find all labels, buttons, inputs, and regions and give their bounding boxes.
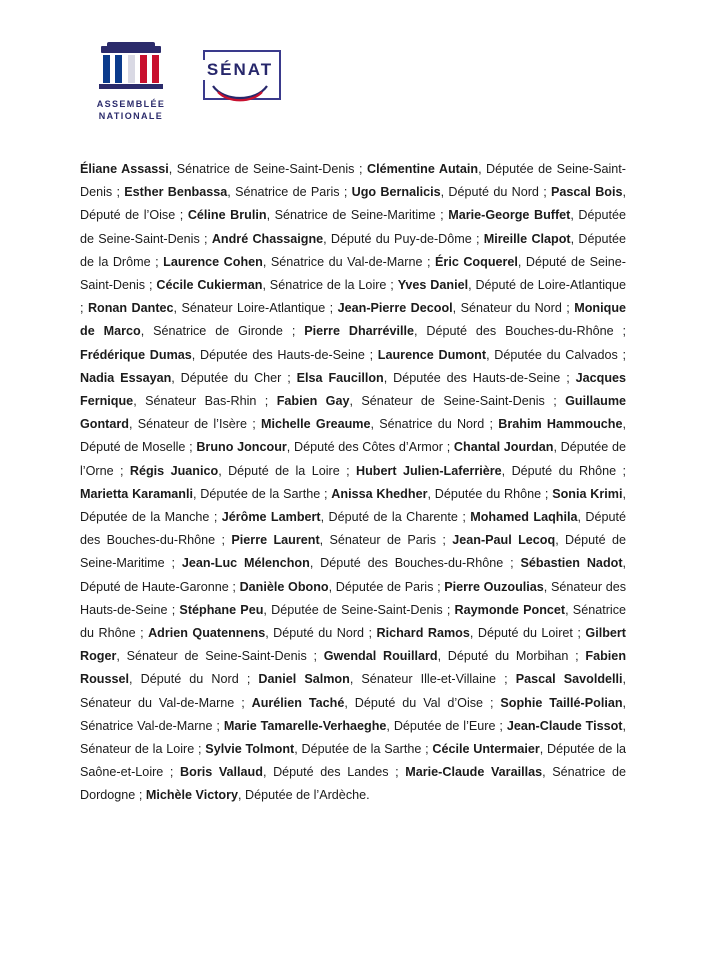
signatory-name: Elsa Faucillon — [296, 370, 384, 385]
signatory-name: Anissa Khedher — [331, 486, 428, 501]
signatory-separator: ; — [471, 231, 484, 246]
signatory-separator: ; — [483, 695, 501, 710]
signatory-name: Raymonde Poncet — [454, 602, 566, 617]
signatory-title: , Députée de la Sarthe — [192, 486, 321, 501]
signatory-title: , Députée de la Sarthe — [294, 742, 422, 757]
signatory-name: André Chassaigne — [211, 231, 324, 246]
signatory-separator: ; — [238, 672, 259, 687]
signatory-name: Boris Vallaud — [180, 765, 263, 780]
signatory-name: Clémentine Autain — [366, 162, 479, 176]
signatory-title: , Député du Nord — [265, 626, 365, 641]
signatory-name: Régis Juanico — [129, 463, 219, 478]
signatory-name: Daniel Salmon — [258, 672, 350, 687]
signatory-name: Céline Brulin — [187, 208, 267, 223]
signatory-separator: ; — [320, 486, 332, 501]
signatory-separator: ; — [538, 185, 551, 200]
signatory-title: , Député de la Charente — [320, 510, 458, 525]
signatory-name: Guillaume Gontard — [80, 394, 627, 432]
signatory-title: , Sénateur du Nord — [452, 301, 562, 316]
signatory-name: Stéphane Peu — [179, 602, 264, 617]
signatory-separator: ; — [354, 162, 367, 176]
signatory-title: , Sénateur de Seine-Saint-Denis — [116, 649, 307, 664]
signatory-title: , Députée des Hauts-de-Seine — [383, 370, 561, 385]
signatory-separator: ; — [209, 510, 222, 525]
signatory-name: Marie-Claude Varaillas — [405, 765, 543, 780]
signatory-name: Jean-Luc Mélenchon — [181, 556, 310, 571]
signatory-title: , Sénateur de Seine-Saint-Denis — [349, 394, 545, 409]
signatory-name: Pierre Dharréville — [304, 324, 414, 339]
signatory-title: , Député du Nord — [440, 185, 539, 200]
signatory-separator: . — [366, 788, 370, 803]
signatory-separator: ; — [113, 463, 130, 478]
signatory-title: , Député des Côtes d’Armor — [286, 440, 443, 455]
signatory-name: Brahim Hammouche — [498, 417, 623, 432]
signatory-name: Yves Daniel — [397, 278, 469, 293]
signatory-name: Jean-Pierre Decool — [337, 301, 453, 316]
signatory-separator: ; — [443, 440, 454, 455]
signatory-title: , Sénateur du Val-de-Marne — [80, 672, 627, 710]
signatory-title: , Député des Bouches-du-Rhône — [309, 556, 504, 571]
signatory-separator: ; — [246, 417, 261, 432]
signatory-name: Esther Benbassa — [124, 185, 228, 200]
signatory-title: , Député des Bouches-du-Rhône — [413, 324, 614, 339]
signatory-name: Marie-George Buffet — [448, 208, 571, 223]
signatory-title: , Sénatrice Val-de-Marne — [80, 695, 627, 733]
signatory-separator: ; — [435, 208, 449, 223]
signatory-separator: ; — [364, 347, 378, 362]
signatory-separator: ; — [388, 765, 406, 780]
signatory-title: , Députée de la Saône-et-Loire — [80, 742, 627, 780]
signatory-separator: ; — [80, 301, 88, 316]
signatory-separator: ; — [164, 556, 182, 571]
signatory-name: Bruno Joncour — [196, 440, 287, 455]
signatory-separator: ; — [281, 370, 297, 385]
signatory-separator: ; — [433, 579, 445, 594]
signatory-name: Jean-Paul Lecoq — [452, 533, 556, 548]
signatory-name: Ugo Bernalicis — [351, 185, 441, 200]
signatory-title: , Députée de Paris — [328, 579, 434, 594]
signatory-title: , Sénatrice de Dordogne — [80, 765, 627, 803]
signatory-title: , Sénatrice du Val-de-Marne — [262, 254, 423, 269]
signatory-title: , Sénateur de l’Isère — [128, 417, 247, 432]
signatory-title: , Député de la Loire — [218, 463, 340, 478]
signatory-title: , Sénateur des Hauts-de-Seine — [80, 579, 627, 617]
signatory-separator: ; — [215, 533, 232, 548]
signatory-name: Jérôme Lambert — [221, 510, 321, 525]
assemblee-line-1: ASSEMBLÉE — [96, 99, 166, 109]
signatory-separator: ; — [616, 463, 626, 478]
signatory-name: Fabien Roussel — [80, 649, 627, 687]
signatory-separator: ; — [496, 672, 516, 687]
signatory-separator: ; — [339, 185, 352, 200]
signatory-separator: ; — [112, 185, 125, 200]
signatory-separator: ; — [422, 254, 436, 269]
signatory-separator: ; — [572, 626, 586, 641]
signatory-name: Mireille Clapot — [483, 231, 571, 246]
assemblee-line-2: NATIONALE — [98, 111, 164, 121]
signatory-title: , Député du Loiret — [469, 626, 573, 641]
signatory-separator: ; — [194, 742, 206, 757]
signatory-name: Hubert Julien-Laferrière — [356, 463, 502, 478]
signatory-separator: ; — [484, 417, 499, 432]
signatory-title: , Député du Val d’Oise — [344, 695, 484, 710]
signatory-separator: ; — [212, 718, 224, 733]
signatory-title: , Député de Loire-Atlantique — [468, 278, 627, 293]
signatory-separator: ; — [457, 510, 471, 525]
signatory-name: Sylvie Tolmont — [205, 742, 295, 757]
signatory-title: , Sénateur Loire-Atlantique — [173, 301, 326, 316]
signatory-title: , Députée de Seine-Saint-Denis — [80, 162, 626, 200]
signatory-separator: ; — [495, 718, 507, 733]
senat-logo — [196, 44, 284, 118]
signatory-title: , Député de Moselle — [80, 417, 626, 455]
signatory-separator: ; — [364, 626, 377, 641]
signatory-name: Marietta Karamanli — [80, 486, 193, 501]
signatory-name: Michèle Victory — [145, 788, 238, 803]
signatory-name: Éric Coquerel — [435, 254, 518, 269]
signatory-name: Éliane Assassi — [80, 162, 169, 176]
signatory-title: , Députée de Seine-Saint-Denis — [80, 208, 627, 246]
signatory-separator: ; — [386, 278, 398, 293]
signatory-title: , Député du Morbihan — [437, 649, 569, 664]
signatory-name: Fabien Gay — [276, 394, 350, 409]
signatory-separator: ; — [167, 602, 180, 617]
signatory-title: , Député de Seine-Maritime — [80, 533, 627, 571]
signatory-title: , Député des Landes — [262, 765, 389, 780]
signatory-name: Cécile Untermaier — [432, 742, 540, 757]
signatory-separator: ; — [544, 394, 566, 409]
signatory-title: , Députée de la Manche — [80, 486, 626, 525]
signatory-separator: ; — [145, 278, 157, 293]
assemblee-nationale-mark-icon — [92, 44, 170, 92]
signatory-title: , Députée du Calvados — [486, 347, 618, 362]
signatory-name: Jacques Fernique — [80, 370, 627, 409]
signatory-title: , Sénatrice de Seine-Saint-Denis — [168, 162, 355, 176]
signatory-separator: ; — [617, 347, 627, 362]
signatory-title: , Député de l’Oise — [80, 185, 626, 223]
signatory-name: Mohamed Laqhila — [470, 510, 578, 525]
signatory-name: Richard Ramos — [376, 626, 470, 641]
signatory-name: Ronan Dantec — [87, 301, 174, 316]
logo-bar — [88, 44, 284, 122]
signatory-name: Chantal Jourdan — [453, 440, 554, 455]
senat-wordmark: SÉNAT — [203, 60, 277, 80]
signatory-title: , Député du Rhône — [501, 463, 617, 478]
signatory-list — [80, 158, 626, 808]
signatory-separator: ; — [568, 649, 586, 664]
signatory-separator: ; — [282, 324, 305, 339]
signatory-name: Monique de Marco — [80, 301, 627, 339]
signatory-title: , Sénateur Ille-et-Villaine — [349, 672, 496, 687]
signatory-separator: ; — [442, 602, 455, 617]
signatory-name: Nadia Essayan — [80, 370, 172, 385]
signatory-separator: ; — [561, 301, 575, 316]
signatory-separator: ; — [185, 440, 197, 455]
signatory-name: Jean-Claude Tissot — [506, 718, 623, 733]
signatory-title: , Sénateur Bas-Rhin — [133, 394, 257, 409]
signatory-separator: ; — [421, 742, 433, 757]
signatory-name: Sébastien Nadot — [520, 556, 623, 571]
signatory-title: , Député de Seine-Saint-Denis — [80, 254, 626, 293]
signatory-name: Danièle Obono — [239, 579, 329, 594]
signatory-title: , Député du Nord — [129, 672, 239, 687]
signatory-name: Laurence Dumont — [377, 347, 487, 362]
signatory-title: , Sénatrice de la Loire — [262, 278, 387, 293]
signatory-separator: ; — [228, 579, 240, 594]
signatory-separator: ; — [150, 254, 164, 269]
signatory-name: Cécile Cukierman — [156, 278, 263, 293]
signatory-title: , Député du Puy-de-Dôme — [323, 231, 472, 246]
signatory-title: , Sénateur de la Loire — [80, 718, 627, 757]
signatory-title: , Députée de l’Ardèche — [238, 788, 367, 803]
senat-swoosh-icon — [210, 82, 270, 104]
signatory-name: Gilbert Roger — [80, 626, 626, 664]
signatory-name: Adrien Quatennens — [148, 626, 266, 641]
signatory-separator: ; — [306, 649, 324, 664]
signatory-title: , Députée du Rhône — [427, 486, 542, 501]
assemblee-nationale-logo — [88, 44, 174, 122]
signatory-title: , Députée de la Drôme — [80, 231, 626, 269]
signatory-separator: ; — [613, 324, 627, 339]
signatory-separator: ; — [135, 788, 146, 803]
signatory-name: Michelle Greaume — [260, 417, 371, 432]
signatory-separator: ; — [541, 486, 553, 501]
signatory-title: , Députée des Hauts-de-Seine — [191, 347, 365, 362]
signatory-name: Marie Tamarelle-Verhaeghe — [223, 718, 387, 733]
signatory-title: , Sénatrice de Gironde — [140, 324, 283, 339]
signatory-separator: ; — [436, 533, 453, 548]
signatory-name: Sophie Taillé-Polian — [500, 695, 623, 710]
signatory-separator: ; — [175, 208, 188, 223]
signatory-separator: ; — [135, 626, 149, 641]
signatory-name: Pierre Ouzoulias — [444, 579, 544, 594]
signatory-separator: ; — [199, 231, 212, 246]
signatory-title: , Sénatrice de Paris — [227, 185, 340, 200]
signatory-name: Sonia Krimi — [552, 486, 623, 501]
signatory-title: , Député de Haute-Garonne — [80, 556, 627, 594]
signatory-title: , Député des Bouches-du-Rhône — [80, 510, 626, 548]
signatory-name: Aurélien Taché — [251, 695, 345, 710]
signatory-separator: ; — [325, 301, 338, 316]
signatory-name: Pierre Laurent — [231, 533, 320, 548]
signatory-separator: ; — [339, 463, 356, 478]
signatory-separator: ; — [256, 394, 277, 409]
signatory-title: , Sénatrice du Rhône — [80, 602, 627, 641]
signatory-separator: ; — [560, 370, 576, 385]
signatory-name: Pascal Bois — [551, 185, 623, 200]
signatory-title: , Députée de l’Eure — [386, 718, 496, 733]
signatory-name: Laurence Cohen — [163, 254, 263, 269]
signatory-title: , Députée de l’Orne — [80, 440, 626, 478]
signatory-separator: ; — [503, 556, 521, 571]
signatory-title: , Députée du Cher — [171, 370, 282, 385]
signatory-name: Gwendal Rouillard — [323, 649, 438, 664]
signatory-name: Pascal Savoldelli — [515, 672, 623, 687]
signatory-separator: ; — [163, 765, 181, 780]
signatory-title: , Sénateur de Paris — [319, 533, 437, 548]
signatory-title: , Sénatrice du Nord — [370, 417, 485, 432]
assemblee-nationale-wordmark — [97, 98, 166, 122]
signatory-separator: ; — [234, 695, 252, 710]
signatory-title: , Sénatrice de Seine-Maritime — [266, 208, 436, 223]
signatory-name: Frédérique Dumas — [80, 347, 192, 362]
signatory-title: , Députée de Seine-Saint-Denis — [263, 602, 443, 617]
